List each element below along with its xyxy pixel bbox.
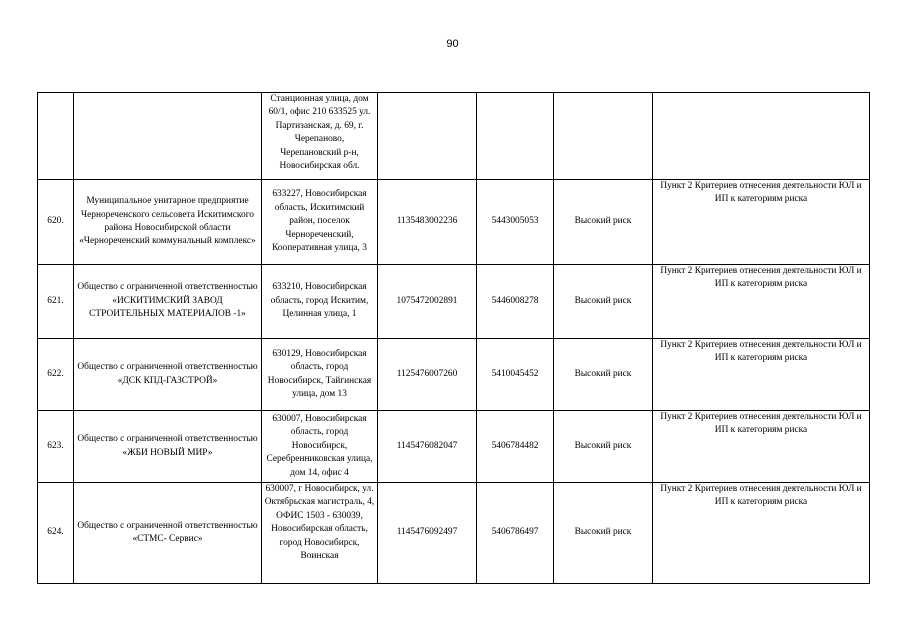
- row-number: 620.: [38, 180, 74, 265]
- risk-criteria: Пункт 2 Критериев отнесения деятельности ЮЛ и ИП к категориям риска: [653, 483, 870, 584]
- risk-category: Высокий риск: [554, 180, 653, 265]
- inn-value: 5446008278: [477, 265, 554, 339]
- ogrn-value: [378, 93, 477, 180]
- row-number: 623.: [38, 411, 74, 483]
- row-number: [38, 93, 74, 180]
- organization-name: Общество с ограниченной ответственностью «ЖБИ НОВЫЙ МИР»: [74, 411, 262, 483]
- risk-criteria: Пункт 2 Критериев отнесения деятельности ЮЛ и ИП к категориям риска: [653, 411, 870, 483]
- organization-address: 630007, г Новосибирск, ул. Октябрьская магистраль, 4, ОФИС 1503 - 630039, Новосибирская область, город Новосибирск, Воинская: [262, 483, 378, 584]
- risk-criteria: Пункт 2 Критериев отнесения деятельности ЮЛ и ИП к категориям риска: [653, 180, 870, 265]
- organization-name: Муниципальное унитарное предприятие Чернореченского сельсовета Искитимского района Новосибирской области «Чернореченский коммунальный комплекс»: [74, 180, 262, 265]
- inn-value: [477, 93, 554, 180]
- organization-name: Общество с ограниченной ответственностью «СТМС- Сервис»: [74, 483, 262, 584]
- registry-table: [37, 92, 870, 584]
- organization-address: 630007, Новосибирская область, город Новосибирск, Серебренниковская улица, дом 14, офис 4: [262, 411, 378, 483]
- ogrn-value: 1075472002891: [378, 265, 477, 339]
- organization-address: Станционная улица, дом 60/1, офис 210 633525 ул. Партизанская, д. 69, г. Черепаново, Черепановский р-н, Новосибирская обл.: [262, 93, 378, 180]
- organization-name: Общество с ограниченной ответственностью «ИСКИТИМСКИЙ ЗАВОД СТРОИТЕЛЬНЫХ МАТЕРИАЛОВ -1»: [74, 265, 262, 339]
- table-row: [38, 93, 870, 180]
- table-row: [38, 180, 870, 265]
- table-row: [38, 483, 870, 584]
- row-number: 621.: [38, 265, 74, 339]
- ogrn-value: 1145476092497: [378, 483, 477, 584]
- row-number: 624.: [38, 483, 74, 584]
- risk-category: Высокий риск: [554, 265, 653, 339]
- organization-name: [74, 93, 262, 180]
- organization-address: 630129, Новосибирская область, город Новосибирск, Тайгинская улица, дом 13: [262, 339, 378, 411]
- organization-name: Общество с ограниченной ответственностью «ДСК КПД-ГАЗСТРОЙ»: [74, 339, 262, 411]
- page-number: 90: [446, 38, 459, 50]
- inn-value: 5443005053: [477, 180, 554, 265]
- ogrn-value: 1125476007260: [378, 339, 477, 411]
- ogrn-value: 1145476082047: [378, 411, 477, 483]
- risk-criteria: Пункт 2 Критериев отнесения деятельности ЮЛ и ИП к категориям риска: [653, 339, 870, 411]
- organization-address: 633227, Новосибирская область, Искитимский район, поселок Чернореченский, Кооперативная улица, 3: [262, 180, 378, 265]
- risk-category: Высокий риск: [554, 411, 653, 483]
- ogrn-value: 1135483002236: [378, 180, 477, 265]
- risk-criteria: Пункт 2 Критериев отнесения деятельности ЮЛ и ИП к категориям риска: [653, 265, 870, 339]
- inn-value: 5406786497: [477, 483, 554, 584]
- risk-category: [554, 93, 653, 180]
- inn-value: 5410045452: [477, 339, 554, 411]
- row-number: 622.: [38, 339, 74, 411]
- table-row: [38, 411, 870, 483]
- table-row: [38, 265, 870, 339]
- risk-category: Высокий риск: [554, 339, 653, 411]
- table-row: [38, 339, 870, 411]
- organization-address: 633210, Новосибирская область, город Искитим, Целинная улица, 1: [262, 265, 378, 339]
- risk-category: Высокий риск: [554, 483, 653, 584]
- inn-value: 5406784482: [477, 411, 554, 483]
- risk-criteria: [653, 93, 870, 180]
